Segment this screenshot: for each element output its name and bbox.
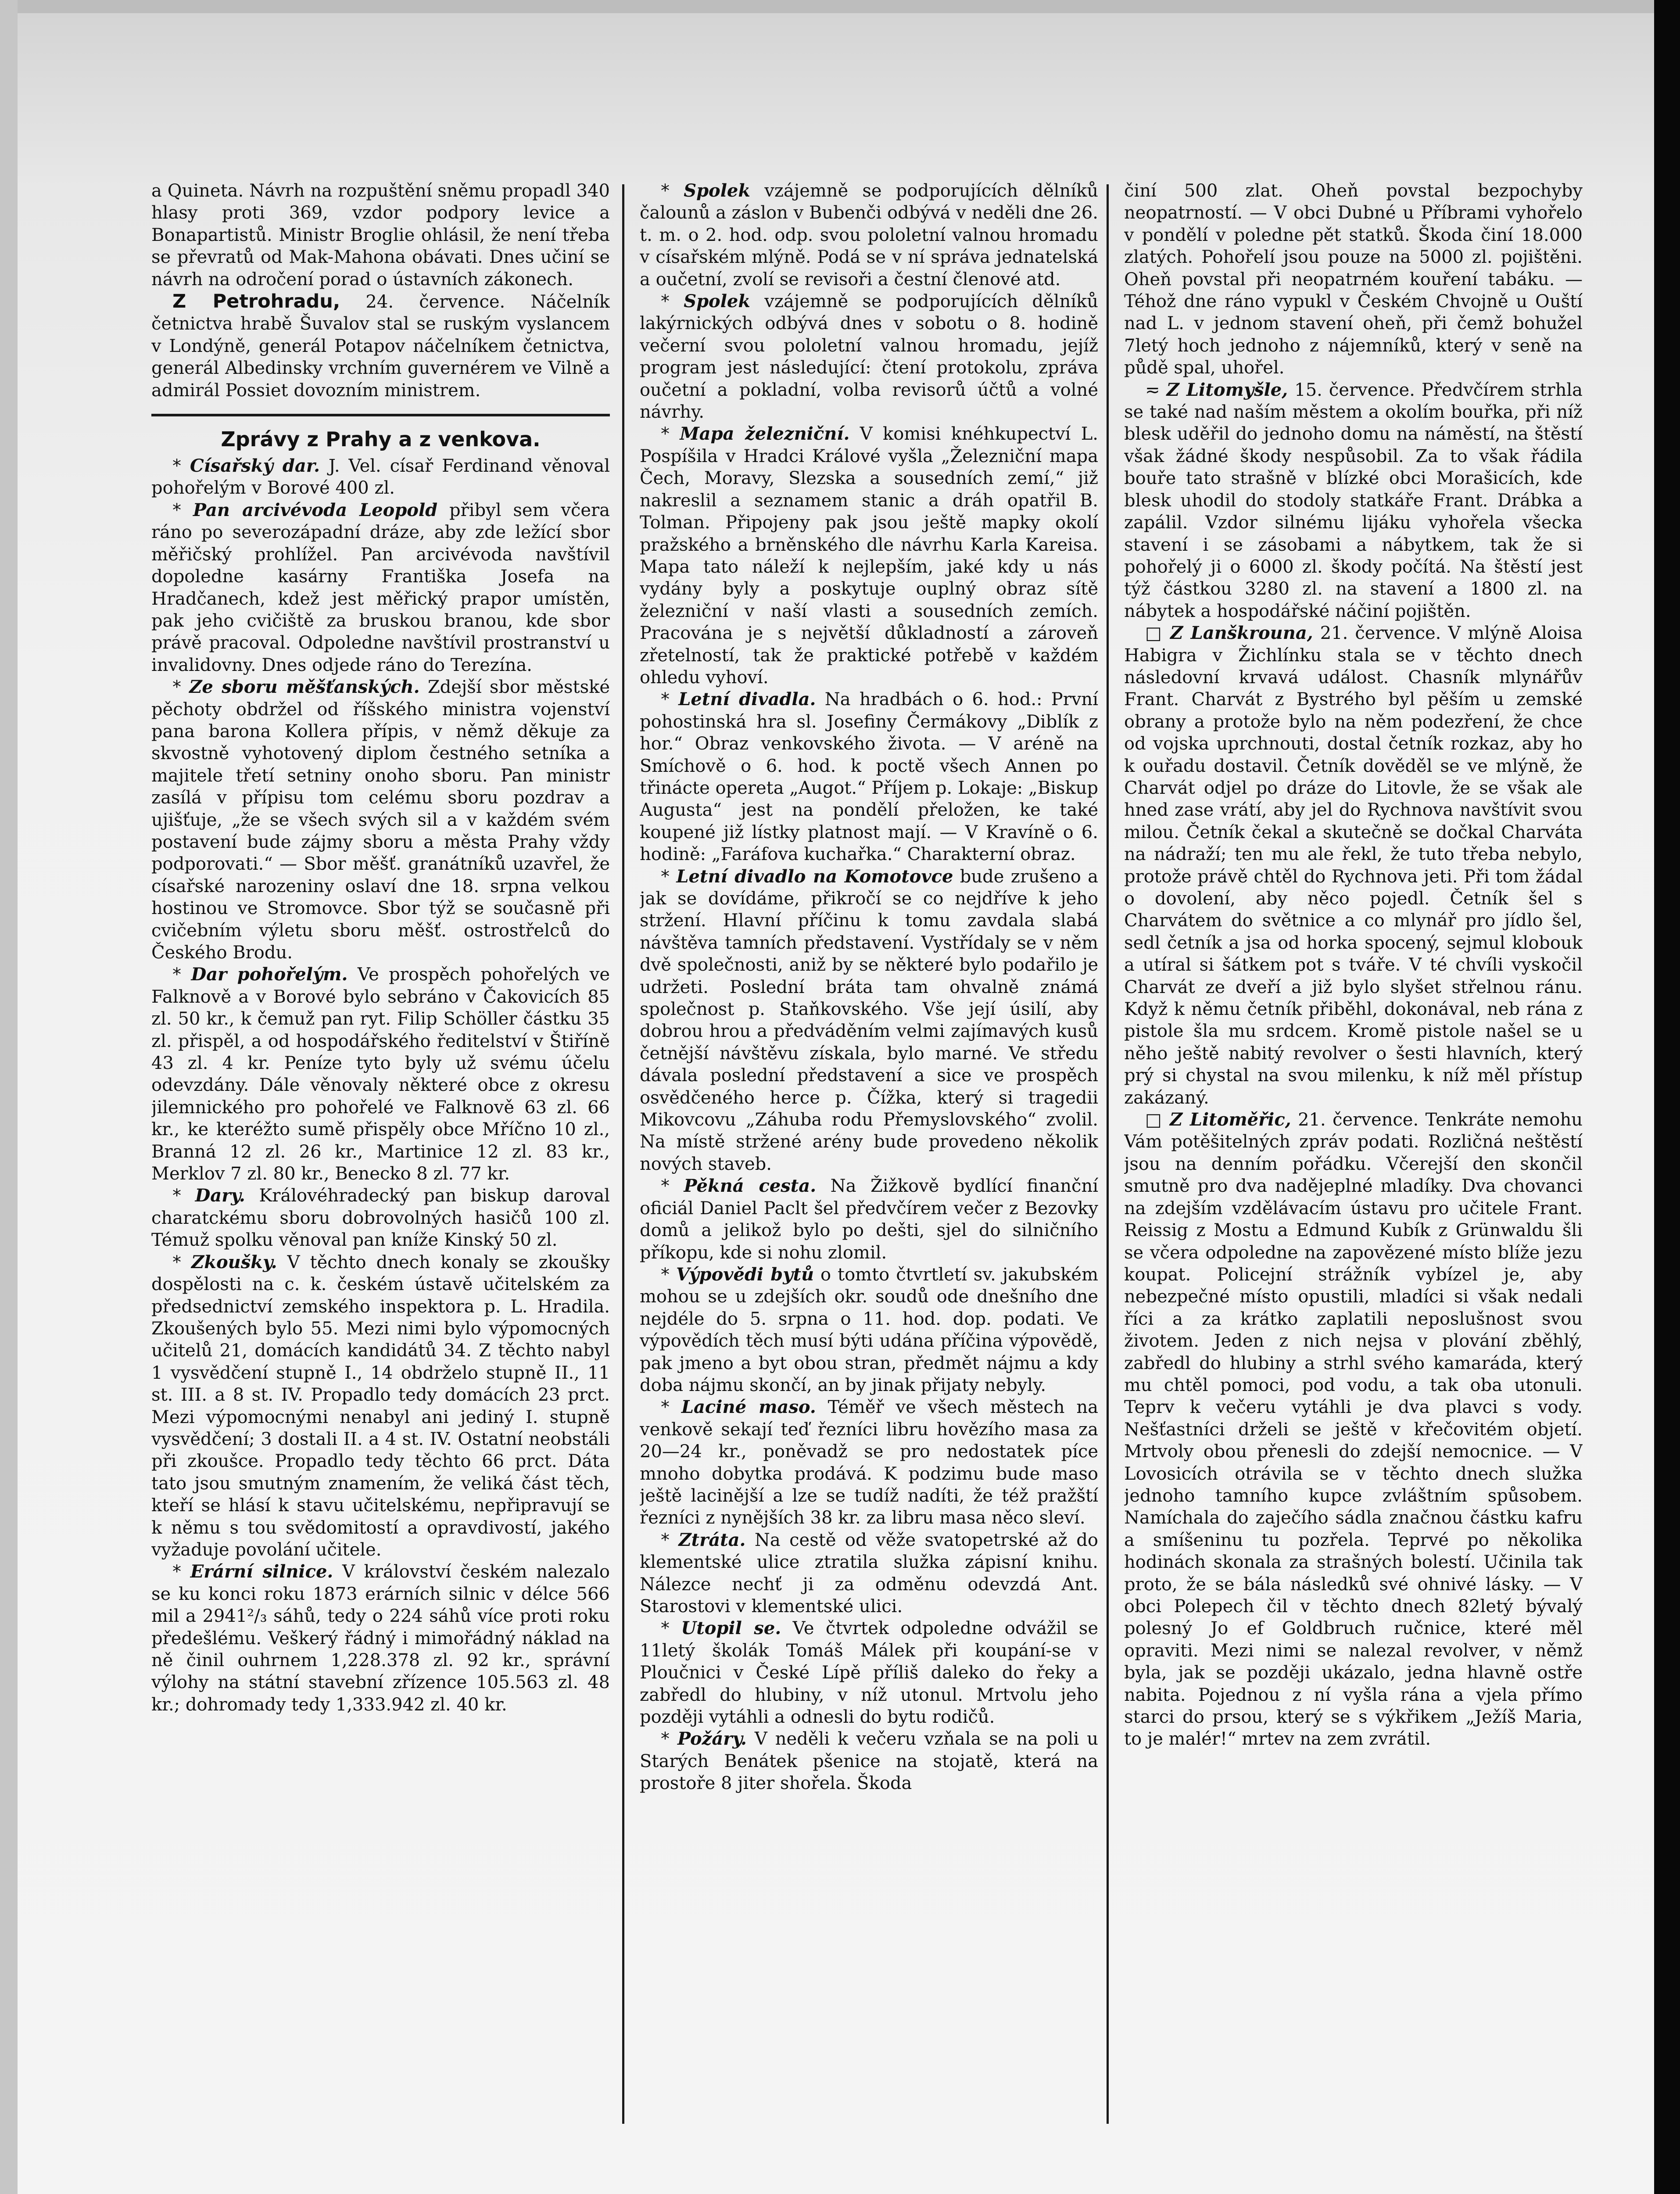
article-paris-continuation: a Quineta. Návrh na rozpuštění sněmu propadl 340 hlasy proti 369, vzdor podpory levice a Bonapartistů. Ministr Broglie ohlásil, že není třeba se převratů od Mak-Mahona obávati. Dnes učiní se návrh na odročení porad o ústavních zákonech. <box>151 181 610 290</box>
news-item <box>151 499 610 676</box>
dateline-litomysl: Z Litomyšle, <box>1166 379 1288 400</box>
asterisk-mark: * <box>661 291 670 312</box>
news-item <box>640 688 1098 865</box>
news-item-text: vzájemně se podporujících dělníků čalounů a záslon v Bubenči odbývá v neděli dne 26. t. m. o 2. hod. odp. svou pololetní valnou hromadu v císařském mlýně. Podá se v ní správa jednatelská a oučetní, zvolí se revisoři a čestní členové atd. <box>640 181 1098 290</box>
news-item-text: V těchto dnech konaly se zkoušky dospělosti na c. k. českém ústavě učitelském za předsednictví zemského inspektora p. L. Hradila. Zkoušených bylo 55. Mezi nimi bylo výpomocných učitelů 21, domácích kandidátů 34. Z těchto nabyl 1 vysvědčení stupně I., 14 obdrželo stupně II., 11 st. III. a 8 st. IV. Propadlo tedy domácích 23 prct. Mezi výpomocnými nenabyl ani jediný I. stupně vysvědčení; 3 dostali II. a 4 st. IV. Ostatní neobstáli při zkoušce. Propadlo tedy těchto 66 prct. Dáta tato jsou smutným znamením, že veliká část těch, kteří se hlásí k stavu učitelskému, nepřipravují se k němu s tou svědomitostí a opravdivostí, jakého vyžaduje povolání učitele. <box>151 1252 610 1560</box>
news-item-text: bude zrušeno a jak se dovídáme, přikročí se co nejdříve k jeho stržení. Hlavní příčinu k tomu zavdala slabá návštěva tamních představení. Vystřídaly se v něm dvě společnosti, aniž by se některé bylo podařilo je udržeti. Poslední bráta tam ohvalně známá společnost p. Staňkovského. Vše její úsilí, aby dobrou hrou a předváděním velmi zajímavých kusů četnější návštěvu získala, bylo marné. Ve středu dávala poslední představení a sice ve prospěch osvědčeného herce p. Čížka, který si tragedii Mikovcovu „Záhuba rodu Přemyslovského“ zvolil. Na místě stržené arény bude provedeno několik nových staveb. <box>640 866 1098 1174</box>
news-item-text: V království českém nalezalo se ku konci roku 1873 erárních silnic v délce 566 mil a 2941²/₃ sáhů, tedy o 224 sáhů více proti roku předešlému. Veškerý řádný i mimořádný náklad na ně činil ouhrnem 1,228.378 zl. 92 kr., správní výlohy na státní stavební zřízence 105.563 zl. 48 kr.; dohromady tedy 1,333.942 zl. 40 kr. <box>151 1562 610 1715</box>
scan-left-margin <box>0 0 18 2194</box>
news-item-text: Zdejší sbor městské pěchoty obdržel od říšského ministra vojenství pana barona Kollera přípis, v němž děkuje za skvostně vyhotovený diplom čestného setníka a majitele třetí setniny onoho sboru. Pan ministr zasílá v přípisu tom celému sboru pozdrav a ujišťuje, „že se všech svých sil a v každém svém postavení bude zájmy sboru a města Prahy vždy podporovati.“ — Sbor měšť. granátníků uzavřel, že císařské narozeniny oslaví dne 18. srpna velkou hostinou ve Stromovce. Sbor týž se současně při cvičebním výletu sboru měšť. ostrostřelců do Českého Brodu. <box>151 677 610 963</box>
news-item-title: Zkoušky. <box>191 1251 277 1273</box>
asterisk-mark: * <box>661 1397 670 1418</box>
news-item-title: Spolek <box>684 180 751 201</box>
dateline-litomerice: Z Litoměřic, <box>1169 1109 1291 1130</box>
news-item-text: J. Vel. císař Ferdinand věnoval pohořelým v Borové 400 zl. <box>151 456 610 498</box>
news-item-text: Na Žižkově bydlící finanční oficiál Daniel Paclt šel předvčírem večer z Bezovky domů a jelikož bylo po dešti, sjel do silničního příkopu, kde si nohu zlomil. <box>640 1176 1098 1263</box>
dateline-petrograd: Z Petrohradu, <box>172 290 340 313</box>
news-item-title: Ze sboru měšťanských. <box>189 677 420 698</box>
column-1 <box>151 180 610 2124</box>
article-petrograd <box>151 290 610 402</box>
news-item-title: Požáry. <box>677 1728 747 1749</box>
news-item-text: 21. července. V mlýně Aloisa Habigra v Žichlínku stala se v těchto dnech následovní krvavá událost. Chasník mlynářův Frant. Charvát z Bystrého byl pěším u zemské obrany a protože bylo na něm podezření, že chce od vojska uprchnouti, dostal četník rozkaz, aby ho k ouřadu dostavil. Četník dověděl se ve mlýně, že Charvát odjel po dráze do Litovle, že se však ale hned zase vrátí, aby jel do Rychnova navštívit svou milou. Četník čekal a skutečně se dočkal Charváta na nádraží; ten mu ale řekl, že tuto třeba nebylo, protože právě chtěl do Rychnova jeti. Při tom žádal o dovolení, aby něco pojedl. Četník šel s Charvátem do světnice a co mlynář pro jídlo šel, sedl četník a jsa od horka spocený, sejmul klobouk a utíral si šátkem pot s tváře. V té chvíli vyskočil Charvát ze dveří a již bylo slyšet střelnou ránu. Když k němu četník přiběhl, dokonával, neb rána z pistole šla mu srdcem. Kromě pistole našel se u něho ještě nabitý revolver o šesti hlavních, který prý si chystal na svou milenku, k níž měl přístup zakázaný. <box>1124 623 1583 1108</box>
news-item <box>151 1561 610 1716</box>
news-item-text: Královéhradecký pan biskup daroval charatckému sboru dobrovolných hasičů 100 zl. Témuž spolku věnoval pan kníže Kinský 50 zl. <box>151 1186 610 1251</box>
asterisk-mark: * <box>661 1618 670 1639</box>
news-item <box>640 1529 1098 1618</box>
news-item-text: Na cestě od věže svatopetrské až do klementské ulice ztratila služka zápisní knihu. Nálezce nechť ji za odměnu odevzdá Ant. Starostovi v klementské ulici. <box>640 1530 1098 1617</box>
scan-right-edge <box>1654 0 1680 2194</box>
column-divider-1 <box>622 184 624 2124</box>
asterisk-mark: * <box>172 677 181 698</box>
news-item-title: Laciné maso. <box>681 1397 816 1418</box>
news-item-text: Na hradbách o 6. hod.: První pohostinská hra sl. Josefiny Čermákovy „Diblík z hor.“ Obraz venkovského života. — V aréně na Smíchově o 6. hod. k poctě všech Annen po třinácte opereta „Augot.“ Příjem p. Lokaje: „Biskup Augusta“ jest na pondělí přeložen, ke také koupené již lístky platnost mají. — V Kravíně o 6. hodině: „Faráfova kuchařka.“ Charakterní obraz. <box>640 689 1098 865</box>
news-item-text: 15. července. Předvčírem strhla se také nad naším městem a okolím bouřka, při níž blesk uděřil do jednoho domu na náměstí, na štěstí však žádné škody nespůsobil. Za to však řádila bouře tato strašně v blízké obci Morašicích, kde blesk uhodil do stodoly statkáře Frant. Drábka a zapálil. Vzdor silnému lijáku vyhořela všecka stavení i se zásobami a nábytkem, tak že si pohořelý ji o 6000 zl. škody počítá. Na štěstí jest týž částkou 3280 zl. na stavení a 1800 zl. na nábytek a hospodářské náčiní pojištěn. <box>1124 380 1583 621</box>
asterisk-mark: * <box>172 1562 181 1582</box>
news-item <box>640 1396 1098 1529</box>
square-mark: □ <box>1145 1110 1163 1130</box>
dateline-lanskroun: Z Lanškrouna, <box>1170 623 1313 644</box>
asterisk-mark: * <box>172 500 181 520</box>
news-item <box>640 1264 1098 1396</box>
news-item <box>640 1728 1098 1794</box>
asterisk-mark: * <box>661 1530 670 1550</box>
asterisk-mark: * <box>661 1729 670 1749</box>
news-item-text: 21. července. Tenkráte nemohu Vám potěšitelných zpráv podati. Rozličná neštěstí jsou na denním pořádku. Včerejší den skončil smutně pro dva nadějeplné mladíky. Dva chovanci na zdejším vzdělávacím ústavu pro učitele Frant. Reissig z Mostu a Edmund Kubík z Grünwaldu šli se včera odpoledne na zapovězené místo blíže jezu koupat. Policejní strážník vybízel je, aby nebezpečné místo opustili, mladíci si však nedali říci a za krátko zaplatili neposlušnost svou životem. Jeden z nich nejsa v plování zběhlý, zabředl do hlubiny a strhl svého kamaráda, který mu chtěl pomoci, pod vodu, a tak oba utonuli. Teprv k večeru vytáhli je dva plavci s vody. Nešťastníci drželi se ještě v křečovitém objetí. Mrtvoly obou přenesli do zdejší nemocnice. — V Lovosicích otrávila se v těchto dnech služka jednoho tamního kupce zvláštním spůsobem. Namíchala do zaječího sádla značnou částku kafru a smíšeninu tu pozřela. Teprvé po několika hodinách skonala za strašných bolestí. Učinila tak proto, že se bála následků své ohnivé lásky. — V obci Polepech čil v těchto dnech 82letý bývalý polesný Jo ef Goldbruch ručnice, které měl opraviti. Mezi nimi se nalezal revolver, v němž byla, jak se později ukázalo, jedna hlavně ostře nabita. Pojednou z ní vyšla rána a vjela přímo starci do prsou, který se s výkřikem „Ježíš Maria, to je malér!“ mrtev na zem zvrátil. <box>1124 1110 1583 1749</box>
asterisk-mark: * <box>661 1264 670 1285</box>
news-item <box>1124 379 1583 622</box>
news-item <box>151 676 610 964</box>
news-item-text: Ve prospěch pohořelých ve Falknově a v Borové bylo sebráno v Čakovicích 85 zl. 50 kr., k čemuž pan ryt. Filip Schöller částku 35 zl. přispěl, a od hospodářského ředitelství v Štiříně 43 zl. 4 kr. Peníze tyto byly už svému účelu odevzdány. Dále věnovaly některé obce z okresu jilemnického pro pohořelé ve Falknově 63 zl. 66 kr., ke kteréžto sumě přispěly obce Mříčno 10 zl., Branná 12 zl. 26 kr., Martinice 12 zl. 83 kr., Merklov 7 zl. 80 kr., Benecko 8 zl. 77 kr. <box>151 964 610 1184</box>
asterisk-mark: * <box>661 181 670 201</box>
news-item <box>1124 622 1583 1109</box>
news-item-title: Pěkná cesta. <box>684 1176 817 1197</box>
news-item-title: Utopil se. <box>681 1618 781 1639</box>
asterisk-mark: * <box>172 1186 181 1206</box>
news-item-title: Výpovědi bytů <box>676 1264 814 1285</box>
column-divider-2 <box>1107 184 1109 2124</box>
news-item-text: V komisi knéhkupectví L. Pospíšila v Hradci Králové vyšla „Železniční mapa Čech, Moravy, Slezska a sousedních zemí,“ již nakreslil a seznamem stanic a dráh opatřil B. Tolman. Připojeny pak jsou ještě mapky okolí pražského a brněnského dle návrhu Karla Kareisa. Mapa tato náleží k nejlepším, jaké kdy u nás vydány byly a poskytuje ouplný obraz sítě železniční v naší vlasti a sousedních zemích. Pracována je s největší důkladností a zároveň zřetelností, tak že praktické potřebě v každém ohledu vyhoví. <box>640 424 1098 688</box>
news-item-title: Ztráta. <box>678 1529 746 1550</box>
news-item-text: vzájemně se podporujících dělníků lakýrnických odbývá dnes v sobotu o 8. hodině večerní svou pololetní valnou hromadu, jejíž program jest následující: čtení protokolu, zpráva oučetní a pokladní, volba revisorů účtů a volné návrhy. <box>640 291 1098 423</box>
news-item-text: Ve čtvrtek odpoledne odvážil se 11letý školák Tomáš Málek při koupání-se v Ploučnici v České Lípě příliš daleko do řeky a zabředl do hlubiny, v níž utonul. Mrtvolu jeho později vytáhli a odnesli do bytu rodičů. <box>640 1618 1098 1728</box>
news-item <box>640 423 1098 688</box>
news-item-title: Erární silnice. <box>190 1561 333 1582</box>
news-item <box>151 455 610 499</box>
news-item-title: Pan arcivévoda Leopold <box>193 499 438 520</box>
asterisk-mark: * <box>661 1176 670 1197</box>
asterisk-mark: * <box>661 424 670 445</box>
news-item-title: Dary. <box>195 1185 245 1206</box>
news-item-continuation: činí 500 zlat. Oheň povstal bezpochyby neopatrností. — V obci Dubné u Příbrami vyhořelo v pondělí v poledne pět statků. Škoda činí 18.000 zlatých. Pohořelí jsou pouze na 5000 zl. pojištěni. Oheň povstal při neopatrném kouření tabáku. — Téhož dne ráno vypukl v Českém Chvojně u Ouští nad L. v jednom stavení oheň, při čemž bohužel 7letý hoch jednoho z nájemníků, který v seně na půdě spal, uhořel. <box>1124 181 1583 378</box>
news-item <box>640 180 1098 290</box>
square-mark: □ <box>1145 623 1164 644</box>
section-title: Zprávy z Prahy a z venkova. <box>221 427 541 452</box>
news-item-text: V neděli k večeru vzňala se na poli u Starých Benátek pšenice na stojatě, která na prostoře 8 jiter shořela. Škoda <box>640 1729 1098 1794</box>
column-2 <box>640 180 1098 2124</box>
news-item <box>640 1617 1098 1728</box>
dateline-mark: ≂ <box>1145 380 1160 400</box>
news-item-title: Spolek <box>684 291 751 312</box>
asterisk-mark: * <box>661 866 670 887</box>
news-item <box>640 866 1098 1176</box>
news-item <box>640 1175 1098 1264</box>
news-item <box>151 1251 610 1561</box>
news-item <box>151 1185 610 1251</box>
news-item-text: o tomto čtvrtletí sv. jakubském mohou se u zdejších okr. soudů ode dnešního dne nejdéle do 5. srpna o 11. hod. dop. podati. Ve výpovědích těch musí býti udána příčina výpovědě, pak jmeno a byt obou stran, předmět nájmu a kdy doba nájmu skončí, an by jinak přijaty nebyly. <box>640 1264 1098 1395</box>
asterisk-mark: * <box>172 964 181 985</box>
news-item <box>640 290 1098 423</box>
news-item-text: Téměř ve všech městech na venkově sekají teď řezníci libru hovězího masa za 20—24 kr., poněvadž se pro nedostatek píce mnoho dobytka prodává. K podzimu bude maso ještě lacinější a lze se tudíž nadíti, že též pražští řezníci z nynějších 38 kr. za libru masa něco sleví. <box>640 1397 1098 1528</box>
asterisk-mark: * <box>172 456 181 477</box>
section-rule <box>151 414 610 416</box>
news-item-title: Císařský dar. <box>190 455 320 477</box>
news-item-text: přibyl sem včera ráno po severozápadní dráze, aby zde ležící sbor měřičský prohlížel. Pan arcivévoda navštívil dopoledne kasárny Františka Josefa na Hradčanech, kdež jest měřický prapor umístěn, pak jeho cvičiště za bruskou branou, kde sbor právě pracoval. Odpoledne navštívil prostranství u invalidovny. Dnes odjede ráno do Terezína. <box>151 500 610 675</box>
news-item-title: Mapa železniční. <box>680 423 850 445</box>
news-item-title: Letní divadlo na Komotovce <box>676 866 953 887</box>
news-item <box>1124 1109 1583 1750</box>
asterisk-mark: * <box>172 1252 181 1273</box>
asterisk-mark: * <box>661 689 670 710</box>
news-item-title: Letní divadla. <box>678 689 816 710</box>
news-item <box>151 964 610 1185</box>
news-item-title: Dar pohořelým. <box>191 964 348 985</box>
column-3 <box>1124 180 1583 2124</box>
article-petrograd-text: 24. července. Náčelník četnictva hrabě Šuvalov stal se ruským vyslancem v Londýně, generál Potapov náčelníkem četnictva, generál Albedinsky vrchním guvernérem ve Vilně a admirál Possiet dovozním ministrem. <box>151 292 610 401</box>
